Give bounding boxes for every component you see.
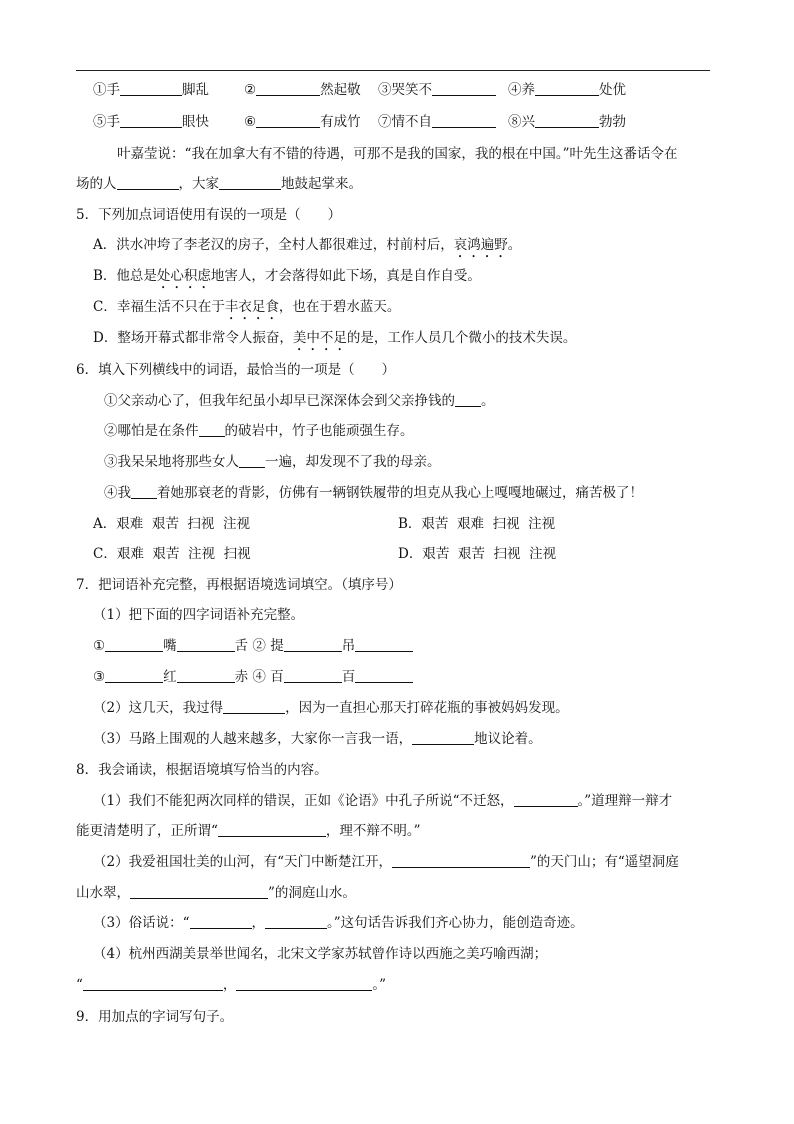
blank[interactable]: [432, 81, 496, 96]
fill-row-2-4: [508, 112, 626, 132]
q8-part-4: （4）杭州西湖美景举世闻名，北宋文学家苏轼曾作诗以西施之美巧喻西湖；: [93, 946, 548, 962]
q6-sentence-3: ③我呆呆地将那些女人 一遍，却发现不了我的母亲。: [104, 454, 441, 470]
fill-item-5b: 眼快: [182, 114, 209, 130]
q8-part-1-cont: 能更清楚明了，正所谓“ ，理不辩不明。”: [76, 823, 421, 839]
blank[interactable]: [177, 668, 235, 683]
blank[interactable]: [284, 637, 342, 652]
question-7-stem: 7．把词语补充完整，再根据语境选词填空。（填序号）: [76, 577, 402, 593]
dotted-word: 丰衣足食: [224, 299, 279, 315]
blank[interactable]: [535, 81, 599, 96]
passage-line-1: 叶嘉莹说：“我在加拿大有不错的待遇，可那不是我的国家，我的根在中国。”叶先生这番话令在: [117, 146, 678, 162]
q7-part-2: （2）这几天，我过得 ，因为一直担心那天打碎花瓶的事被妈妈发现。: [93, 700, 569, 716]
dotted-word: 处心积虑: [156, 268, 211, 284]
blank[interactable]: [256, 113, 320, 128]
fill-row-2-2: [244, 112, 361, 132]
q8-part-2: （2）我爱祖国壮美的山河，有“天门中断楚江开， ”的天门山；有“遥望洞庭: [93, 854, 679, 870]
q8-part-4-cont: “ ， 。”: [76, 977, 387, 993]
blank[interactable]: [120, 113, 182, 128]
q5-option-d[interactable]: D．整场开幕式都非常令人振奋，美中不足的是，工作人员几个微小的技术失误。: [93, 330, 577, 346]
fill-item-3a: ③哭笑不: [378, 82, 432, 98]
blank[interactable]: [412, 730, 474, 745]
fill-item-1a: ①手: [93, 82, 120, 98]
fill-item-8a: ⑧兴: [508, 114, 535, 130]
fill-item-2b: 然起敬: [320, 82, 361, 98]
blank[interactable]: [535, 113, 599, 128]
q6-option-b[interactable]: B．艰苦 艰难 扫视 注视: [398, 516, 556, 532]
blank[interactable]: [223, 699, 285, 714]
q6-sentence-1: ①父亲动心了，但我年纪虽小却早已深深体会到父亲挣钱的 。: [104, 393, 495, 409]
question-9-stem: 9．用加点的字词写句子。: [76, 1009, 234, 1025]
fill-item-6a: ⑥: [244, 114, 257, 130]
blank[interactable]: [514, 792, 578, 807]
q7-part-3: （3）马路上围观的人越来越多，大家你一言我一语， 地议论着。: [93, 731, 542, 747]
blank[interactable]: [239, 453, 265, 468]
blank[interactable]: [190, 914, 252, 929]
blank[interactable]: [236, 976, 372, 991]
fill-item-5a: ⑤手: [93, 114, 120, 130]
blank[interactable]: [218, 822, 326, 837]
blank[interactable]: [105, 668, 163, 683]
q8-part-2-cont: 山水翠， ”的洞庭山水。: [76, 885, 356, 901]
fill-item-2a: ②: [244, 82, 257, 98]
q6-sentence-2: ②哪怕是在条件 的破岩中，竹子也能顽强生存。: [104, 423, 414, 439]
blank[interactable]: [131, 484, 157, 499]
blank[interactable]: [256, 81, 320, 96]
fill-item-8b: 勃勃: [599, 114, 626, 130]
blank[interactable]: [199, 422, 225, 437]
q7-row-1: ① 嘴 舌 ② 提 吊: [93, 636, 413, 656]
q6-option-c[interactable]: C．艰难 艰苦 注视 扫视: [93, 546, 251, 562]
blank[interactable]: [117, 175, 179, 190]
fill-row-2-3: [378, 112, 496, 132]
header-rule: [76, 70, 710, 71]
fill-item-4b: 处优: [599, 82, 626, 98]
q8-part-3: （3）俗话说：“ ， 。”这句话告诉我们齐心协力，能创造奇迹。: [93, 915, 584, 931]
dotted-word: 美中不足: [292, 330, 347, 346]
question-6-stem: 6．填入下列横线中的词语，最恰当的一项是（ ）: [76, 362, 396, 378]
blank[interactable]: [120, 81, 182, 96]
passage-line-2: 场的人 ，大家 地鼓起掌来。: [76, 176, 362, 192]
q7-part-1: （1）把下面的四字词语补充完整。: [93, 607, 305, 623]
fill-row-2: [93, 112, 209, 132]
fill-item-1b: 脚乱: [182, 82, 209, 98]
fill-row-1-4: [508, 80, 626, 100]
q6-option-a[interactable]: A．艰难 艰苦 扫视 注视: [93, 516, 250, 532]
fill-item-7a: ⑦情不自: [378, 114, 432, 130]
blank[interactable]: [265, 914, 327, 929]
blank[interactable]: [83, 976, 223, 991]
blank[interactable]: [177, 637, 235, 652]
q6-option-d[interactable]: D．艰苦 艰苦 扫视 注视: [398, 546, 557, 562]
q6-sentence-4: ④我 着她那衰老的背影，仿佛有一辆钢铁履带的坦克从我心上嘎嘎地碾过，痛苦极了！: [104, 485, 643, 501]
dotted-word: 哀鸿遍野: [453, 237, 508, 253]
blank[interactable]: [455, 392, 481, 407]
question-5-stem: 5．下列加点词语使用有误的一项是（ ）: [76, 207, 342, 223]
q5-option-a[interactable]: A．洪水冲垮了李老汉的房子，全村人都很难过，村前村后，哀鸿遍野。: [93, 237, 522, 253]
q8-part-1: （1）我们不能犯两次同样的错误，正如《论语》中孔子所说“不迁怒， 。”道理辩一辩才: [93, 793, 673, 809]
blank[interactable]: [105, 637, 163, 652]
blank[interactable]: [355, 637, 413, 652]
fill-row-1-2: [244, 80, 361, 100]
q5-option-b[interactable]: B．他总是处心积虑地害人，才会落得如此下场，真是自作自受。: [93, 268, 481, 284]
blank[interactable]: [355, 668, 413, 683]
blank[interactable]: [392, 853, 530, 868]
fill-item-6b: 有成竹: [320, 114, 361, 130]
blank[interactable]: [284, 668, 342, 683]
fill-item-4a: ④养: [508, 82, 535, 98]
question-8-stem: 8．我会诵读，根据语境填写恰当的内容。: [76, 762, 328, 778]
blank[interactable]: [219, 175, 281, 190]
fill-row-1: [93, 80, 209, 100]
blank[interactable]: [130, 884, 268, 899]
fill-row-1-3: [378, 80, 496, 100]
q7-row-2: ③ 红 赤 ④ 百 百: [93, 667, 413, 687]
blank[interactable]: [432, 113, 496, 128]
q5-option-c[interactable]: C．幸福生活不只在于丰衣足食，也在于碧水蓝天。: [93, 299, 401, 315]
